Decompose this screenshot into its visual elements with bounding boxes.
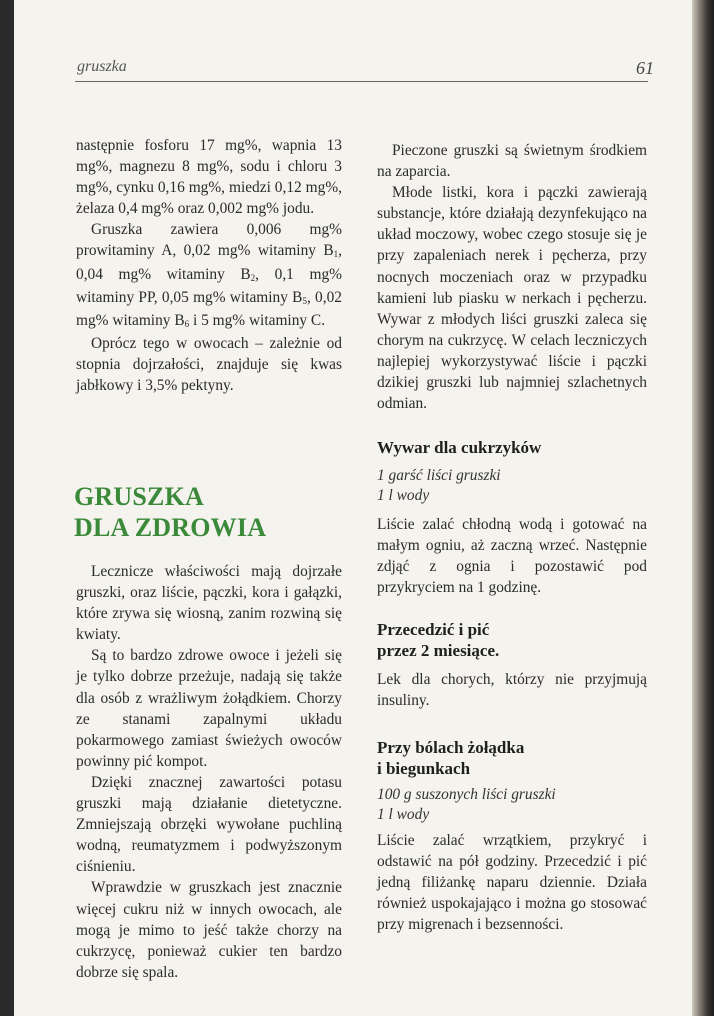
recipe-text xyxy=(377,669,647,711)
section-heading-line2: DLA ZDROWIA xyxy=(74,513,267,542)
paragraph: Pieczone gruszki są świetnym środkiem na zaparcia. xyxy=(377,142,647,181)
recipe-text xyxy=(377,514,647,598)
recipe-text xyxy=(377,830,647,935)
paragraph: następnie fosforu 17 mg%, wapnia 13 mg%, magnezu 8 mg%, sodu i chloru 3 mg%, cynku 0,16 mg%, miedzi 0,12 mg%, żelaza 0,4 mg% oraz 0,002 mg% jodu. xyxy=(76,137,342,218)
ingredient: 1 l wody xyxy=(377,487,430,504)
recipe-title-line2: i biegunkach xyxy=(377,759,471,778)
right-column-top xyxy=(377,140,647,414)
paragraph: Dzięki znacznej zawartości potasu gruszki mają działanie dietetyczne. Zmniejszają obrzęki wywołane puchliną wodną, reumatyzmem i podwyższonym ciśnieniu. xyxy=(76,773,342,876)
recipe-title-line1: Przy bólach żołądka xyxy=(377,738,525,757)
book-spine-shadow xyxy=(692,0,714,1016)
paragraph: Liście zalać chłodną wodą i gotować na małym ogniu, aż zaczną wrzeć. Następnie zdjąć z ognia i pozostawić pod przykryciem na 1 godzinę. xyxy=(377,516,647,597)
ingredient: 1 l wody xyxy=(377,806,430,823)
paragraph: Wprawdzie w gruszkach jest znacznie więcej cukru niż w innych owocach, ale mogą je mimo to jeść także chorzy na cukrzycę, ponieważ cukier ten bardzo dobrze się spala. xyxy=(76,879,342,981)
ingredient: 100 g suszonych liści gruszki xyxy=(377,786,556,803)
section-heading xyxy=(74,481,354,543)
recipe-title-line1: Przecedzić i pić xyxy=(377,620,490,639)
paragraph-vitamins: Gruszka zawiera 0,006 mg% prowitaminy A, 0,02 mg% witaminy $B_1$, 0,04 mg% witaminy $B_2$, 0,1 mg% witaminy PP, 0,05 mg% witaminy $B_5$, 0,02 mg% witaminy $B_6$ i 5 mg% witaminy C. xyxy=(76,221,342,329)
recipe-title-line2: przez 2 miesiące. xyxy=(377,641,500,660)
recipe-title: Wywar dla cukrzyków xyxy=(377,438,542,457)
paragraph: Lecznicze właściwości mają dojrzałe gruszki, oraz liście, pączki, kora i gałązki, które zrywa się wiosną, zanim rozwiną się kwiaty. xyxy=(76,563,342,644)
paragraph: Młode listki, kora i pączki zawierają substancje, które działają dezynfekująco na układ moczowy, wobec czego stosuje się je przy zapaleniach nerek i pęcherza, przy nocnych moczeniach oraz w przypadku kamieni lub piasku w nerkach i pęcherzu. Wywar z młodych liści gruszki zaleca się chorym na cukrzycę. W celach leczniczych najlepiej wykorzystywać liście i pączki dzikiej gruszki lub najmniej szlachetnych odmian. xyxy=(377,184,647,413)
paragraph: Liście zalać wrzątkiem, przykryć i odstawić na pół godziny. Przecedzić i pić jedną filiżankę naparu dziennie. Działa również uspokajająco i można go stosować przy migrenach i bezsenności. xyxy=(377,832,647,934)
running-header: gruszka xyxy=(77,58,127,75)
left-column-top xyxy=(76,135,342,396)
section-heading-line1: GRUSZKA xyxy=(74,482,204,511)
page-number: 61 xyxy=(636,58,654,78)
ingredient: 1 garść liści gruszki xyxy=(377,467,501,484)
paragraph: Są to bardzo zdrowe owoce i jeżeli się je tylko dobrze przeżuje, nadają się także dla osób z wrażliwym żołądkiem. Chorzy ze stanami zapalnymi układu pokarmowego zamiast świeżych owoców powinny pić kompot. xyxy=(76,647,342,770)
paragraph: Oprócz tego w owocach – zależnie od stopnia dojrzałości, znajduje się kwas jabłkowy i 3,5% pektyny. xyxy=(76,334,342,395)
left-column-bottom xyxy=(76,561,342,983)
paragraph: Lek dla chorych, którzy nie przyjmują insuliny. xyxy=(377,671,647,710)
header-rule xyxy=(75,81,648,82)
